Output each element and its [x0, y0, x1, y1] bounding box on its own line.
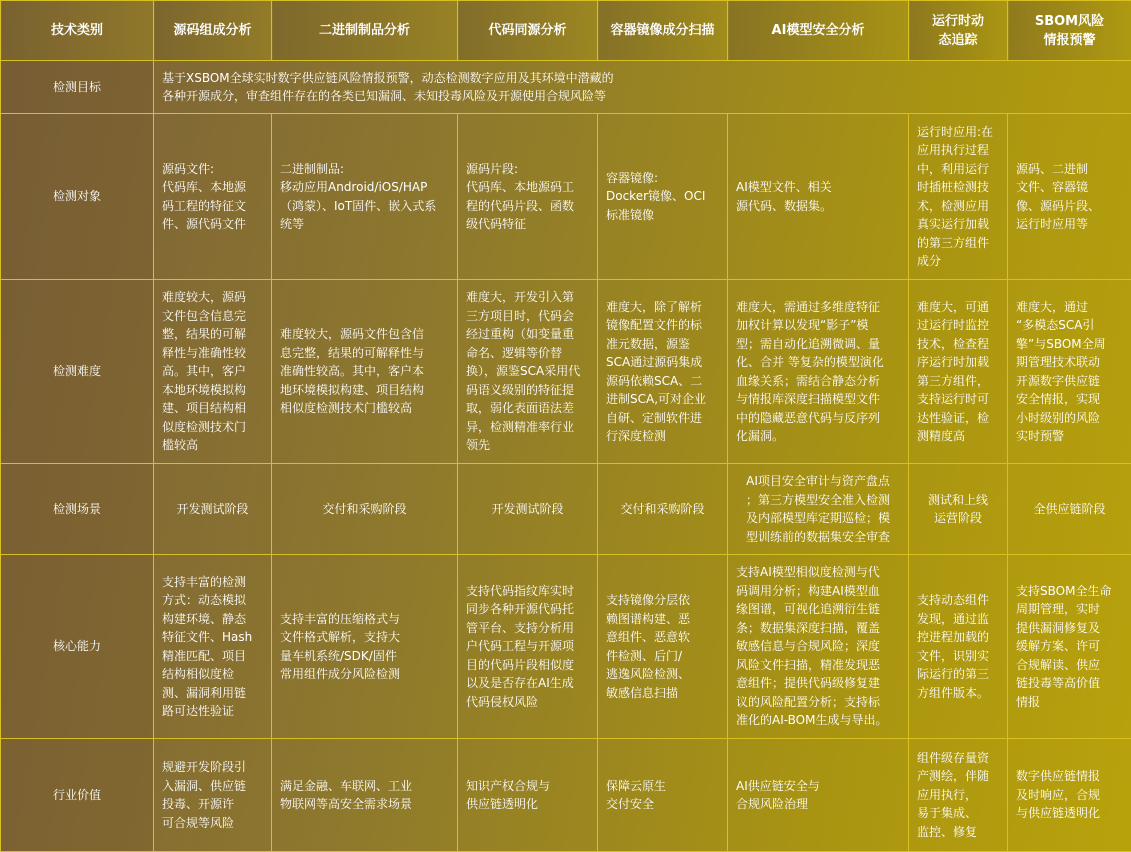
cell-value-ai: AI供应链安全与 合规风险治理: [728, 739, 909, 852]
header-row: [1, 1, 1131, 61]
header-tech-category: 技术类别: [1, 1, 154, 61]
header-container-scan: 容器镜像成分扫描: [598, 1, 728, 61]
cell-value-binary: 满足金融、车联网、工业 物联网等高安全需求场景: [272, 739, 458, 852]
cell-difficulty-runtime: 难度大，可通 过运行时监控 技术，检查程 序运行时加载 第三方组件， 支持运行时可 达性验证，检 测精度高: [909, 280, 1008, 464]
row-industry-value: [1, 739, 1131, 852]
row-label-value: 行业价值: [1, 739, 154, 852]
cell-scenario-ai: AI项目安全审计与资产盘点 ；第三方模型安全准入检测 及内部模型库定期巡检；模 型训练前的数据集安全审查: [728, 464, 909, 555]
cell-value-container: 保障云原生 交付安全: [598, 739, 728, 852]
row-label-capability: 核心能力: [1, 555, 154, 739]
cell-capability-runtime: 支持动态组件 发现，通过监 控进程加载的 文件，识别实 际运行的第三 方组件版本。: [909, 555, 1008, 739]
cell-scenario-binary: 交付和采购阶段: [272, 464, 458, 555]
row-label-target: 检测对象: [1, 114, 154, 280]
cell-capability-homology: 支持代码指纹库实时 同步各种开源代码托 管平台、支持分析用 户代码工程与开源项 目的代码片段相似度 以及是否存在AI生成 代码侵权风险: [458, 555, 598, 739]
cell-value-source: 规避开发阶段引 入漏洞、供应链 投毒、开源许 可合规等风险: [154, 739, 272, 852]
row-detection-difficulty: [1, 280, 1131, 464]
row-detection-target: [1, 114, 1131, 280]
row-label-goal: 检测目标: [1, 61, 154, 114]
cell-value-sbom: 数字供应链情报 及时响应，合规 与供应链透明化: [1008, 739, 1131, 852]
header-sbom-intel: SBOM风险 情报预警: [1008, 1, 1131, 61]
goal-text: 基于XSBOM全球实时数字供应链风险情报预警，动态检测数字应用及其环境中潜藏的 各种开源成分，审查组件存在的各类已知漏洞、未知投毒风险及开源使用合规风险等: [154, 61, 1131, 114]
cell-scenario-source: 开发测试阶段: [154, 464, 272, 555]
cell-difficulty-binary: 难度较大，源码文件包含信 息完整，结果的可解释性与 准确性较高。其中，客户本 地环境模拟构建、项目结构 相似度检测技术门槛较高: [272, 280, 458, 464]
row-label-scenario: 检测场景: [1, 464, 154, 555]
cell-capability-binary: 支持丰富的压缩格式与 文件格式解析，支持大 量车机系统/SDK/固件 常用组件成分风险检测: [272, 555, 458, 739]
row-label-difficulty: 检测难度: [1, 280, 154, 464]
cell-scenario-runtime: 测试和上线 运营阶段: [909, 464, 1008, 555]
row-detection-scenario: [1, 464, 1131, 555]
cell-target-ai: AI模型文件、相关 源代码、数据集。: [728, 114, 909, 280]
cell-scenario-sbom: 全供应链阶段: [1008, 464, 1131, 555]
cell-capability-sbom: 支持SBOM全生命 周期管理，实时 提供漏洞修复及 缓解方案、许可 合规解读、供应 链投毒等高价值 情报: [1008, 555, 1131, 739]
cell-value-homology: 知识产权合规与 供应链透明化: [458, 739, 598, 852]
cell-difficulty-homology: 难度大，开发引入第 三方项目时，代码会 经过重构（如变量重 命名、逻辑等价替 换），源鉴SCA采用代 码语义级别的特征提 取，弱化表面语法差 异，检测精准率行业 领先: [458, 280, 598, 464]
header-binary-analysis: 二进制制品分析: [272, 1, 458, 61]
cell-difficulty-ai: 难度大，需通过多维度特征 加权计算以发现“影子”模 型；需自动化追溯微调、量 化、合并 等复杂的模型演化 血缘关系；需结合静态分析 与情报库深度扫描模型文件 中的隐藏恶意代码与反序列 化漏洞。: [728, 280, 909, 464]
cell-target-homology: 源码片段: 代码库、本地源码工 程的代码片段、函数 级代码特征: [458, 114, 598, 280]
cell-capability-container: 支持镜像分层依 赖图谱构建、恶 意组件、恶意软 件检测、后门/ 逃逸风险检测、 敏感信息扫描: [598, 555, 728, 739]
cell-capability-ai: 支持AI模型相似度检测与代 码调用分析；构建AI模型血 缘图谱，可视化追溯衍生链 条；数据集深度扫描，覆盖 敏感信息与合规风险；深度 风险文件扫描，精准发现恶 意组件；提供代码级修复建 议的风险配置分析；支持标 准化的AI-BOM生成与导出。: [728, 555, 909, 739]
cell-target-binary: 二进制制品: 移动应用Android/iOS/HAP （鸿蒙）、IoT固件、嵌入式系 统等: [272, 114, 458, 280]
cell-target-runtime: 运行时应用:在 应用执行过程 中，利用运行 时插桩检测技 术，检测应用 真实运行加载 的第三方组件 成分: [909, 114, 1008, 280]
cell-difficulty-sbom: 难度大，通过 “多模态SCA引 擎”与SBOM全周 期管理技术联动 开源数字供应链 安全情报，实现 小时级别的风险 实时预警: [1008, 280, 1131, 464]
cell-target-sbom: 源码、二进制 文件、容器镜 像、源码片段、 运行时应用等: [1008, 114, 1131, 280]
cell-difficulty-source: 难度较大，源码 文件包含信息完 整，结果的可解 释性与准确性较 高。其中，客户 本地环境模拟构 建、项目结构相 似度检测技术门 槛较高: [154, 280, 272, 464]
row-detection-goal: [1, 61, 1131, 114]
row-core-capability: [1, 555, 1131, 739]
header-ai-model-security: AI模型安全分析: [728, 1, 909, 61]
cell-scenario-container: 交付和采购阶段: [598, 464, 728, 555]
cell-target-container: 容器镜像: Docker镜像、OCI 标准镜像: [598, 114, 728, 280]
header-code-homology: 代码同源分析: [458, 1, 598, 61]
cell-capability-source: 支持丰富的检测 方式：动态模拟 构建环境、静态 特征文件、Hash 精准匹配、项目 结构相似度检 测、漏洞利用链 路可达性验证: [154, 555, 272, 739]
cell-scenario-homology: 开发测试阶段: [458, 464, 598, 555]
cell-value-runtime: 组件级存量资 产测绘，伴随 应用执行， 易于集成、 监控、修复: [909, 739, 1008, 852]
header-runtime-tracing: 运行时动 态追踪: [909, 1, 1008, 61]
cell-target-source: 源码文件: 代码库、本地源 码工程的特征文 件、源代码文件: [154, 114, 272, 280]
header-source-composition: 源码组成分析: [154, 1, 272, 61]
cell-difficulty-container: 难度大，除了解析 镜像配置文件的标 准元数据，源鉴 SCA通过源码集成 源码依赖SCA、二 进制SCA,可对企业 自研、定制软件进 行深度检测: [598, 280, 728, 464]
